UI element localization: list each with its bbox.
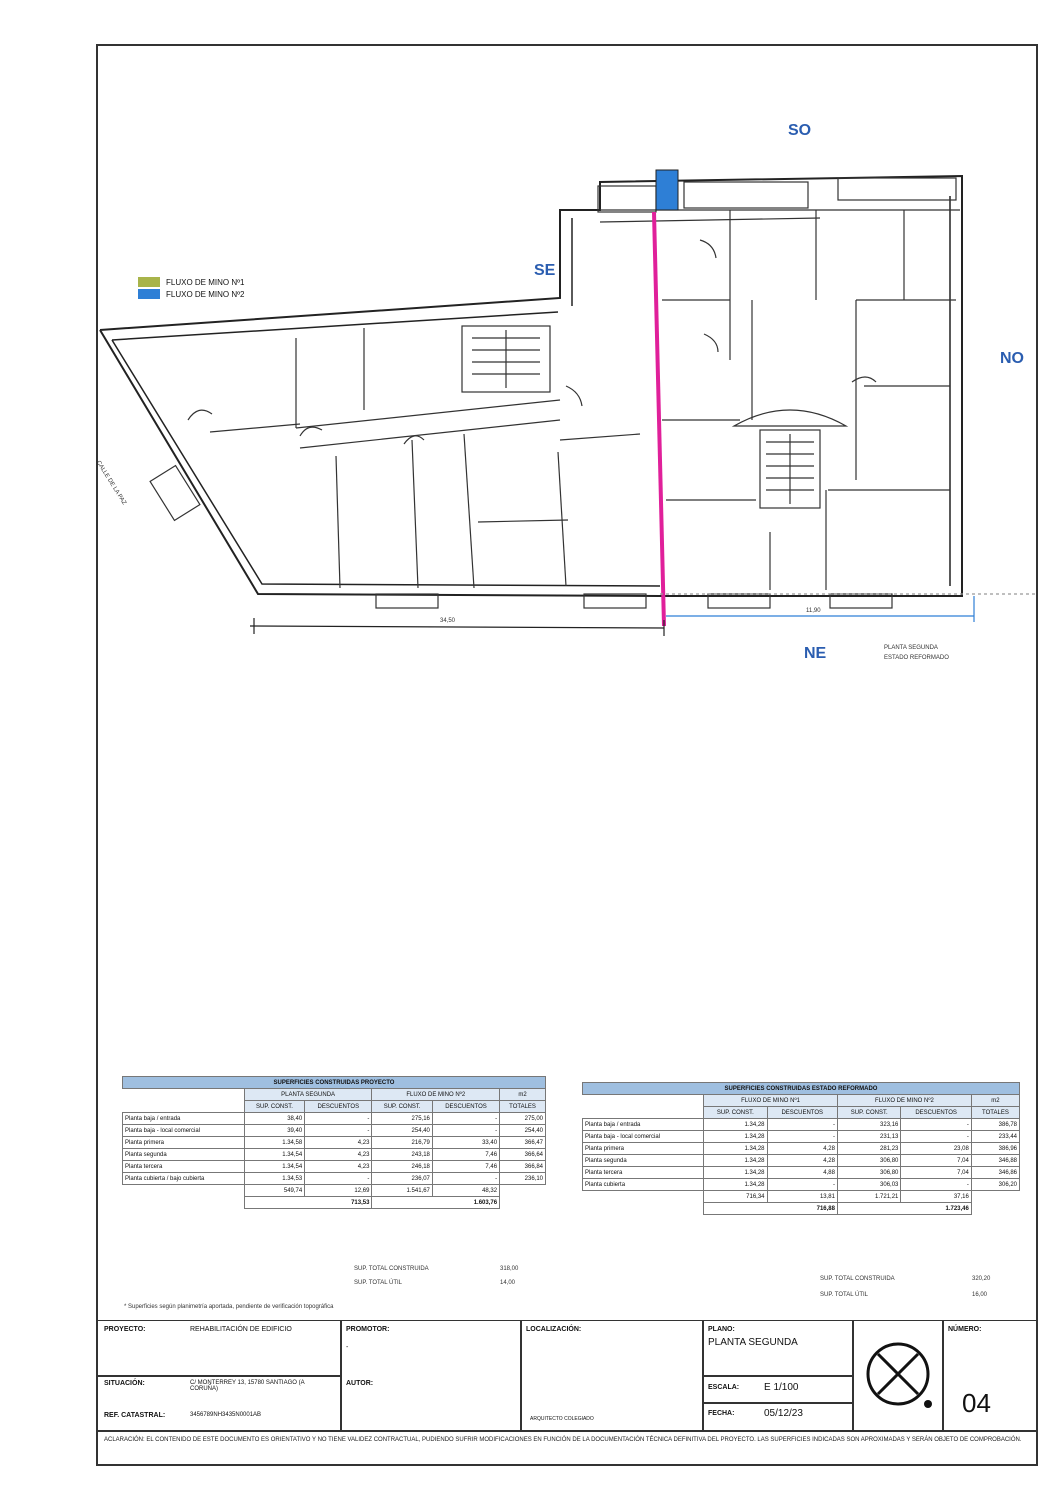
table-row [583,1155,1020,1167]
table-column-header: SUP. CONST. [837,1107,900,1119]
row-label: Planta cubierta [583,1179,704,1191]
table-cell: 1.34,28 [704,1131,767,1143]
table-cell: - [901,1119,971,1131]
tb-sheet-number: 04 [962,1388,991,1418]
table-row [583,1143,1020,1155]
table-row [123,1113,546,1125]
table-cell: 1.34,54 [244,1161,304,1173]
grand-total-cell: 1.603,76 [372,1197,500,1209]
row-label: Planta baja - local comercial [123,1125,245,1137]
totals-row [123,1185,546,1197]
left-summary-value-2: 14,00 [500,1280,516,1286]
table-cell: 366,64 [500,1149,546,1161]
total-cell: 1.541,67 [372,1185,432,1197]
total-cell: 48,32 [432,1185,499,1197]
table-cell: 306,80 [837,1167,900,1179]
table-cell: - [767,1179,837,1191]
table-cell: - [305,1173,372,1185]
table-group-header: m2 [500,1089,546,1101]
table-cell: 216,79 [372,1137,432,1149]
table-cell: - [767,1119,837,1131]
orientation-west: SE [534,262,556,279]
row-label: Planta baja / entrada [583,1119,704,1131]
table-column-header: SUP. CONST. [704,1107,767,1119]
plan-caption-2: ESTADO REFORMADO [884,655,949,661]
tb-promoter-value: - [346,1344,349,1351]
table-cell: 323,16 [837,1119,900,1131]
zone2-marker [656,170,678,210]
table-cell: 1.34,28 [704,1167,767,1179]
table-group-header: FLUXO DE MINO Nº2 [837,1095,971,1107]
table-cell: 23,08 [901,1143,971,1155]
table-row [123,1137,546,1149]
legend-label-zone1: FLUXO DE MINO Nº1 [166,277,245,287]
grand-total-cell: 713,53 [244,1197,372,1209]
table-cell: 38,40 [244,1113,304,1125]
legend-label-zone2: FLUXO DE MINO Nº2 [166,289,245,299]
table-cell: - [901,1131,971,1143]
table-column-header: DESCUENTOS [305,1101,372,1113]
table-column-header: SUP. CONST. [244,1101,304,1113]
total-cell: 1.721,21 [837,1191,900,1203]
table-cell: 236,10 [500,1173,546,1185]
table-column-header: TOTALES [500,1101,546,1113]
table-group-header: m2 [971,1095,1019,1107]
row-label: Planta tercera [583,1167,704,1179]
interior-walls [150,178,960,608]
total-cell: 13,81 [767,1191,837,1203]
table-cell: 4,28 [767,1143,837,1155]
table-cell: 275,00 [500,1113,546,1125]
table-row [123,1173,546,1185]
plan-caption-1: PLANTA SEGUNDA [884,645,938,651]
table-cell: 33,40 [432,1137,499,1149]
table-cell: 7,04 [901,1155,971,1167]
grand-total-row [583,1203,1020,1215]
table-cell: 4,28 [767,1155,837,1167]
table-title: SUPERFICIES CONSTRUIDAS PROYECTO [123,1077,546,1089]
table-cell: 254,40 [500,1125,546,1137]
table-cell: 1.34,28 [704,1143,767,1155]
surfaces-table-left [122,1076,546,1209]
table-cell: - [767,1131,837,1143]
table-cell: 366,47 [500,1137,546,1149]
table-cell: 366,84 [500,1161,546,1173]
tb-ref-label: REF. CATASTRAL: [104,1412,166,1419]
table-row [583,1167,1020,1179]
left-summary-label-2: SUP. TOTAL ÚTIL [354,1280,403,1286]
table-footnote: * Superficies según planimetría aportada, pendiente de verificación topográfica [124,1304,334,1310]
surfaces-table-right [582,1082,1020,1215]
orientation-east: NO [1000,350,1024,367]
table-group-header: FLUXO DE MINO Nº2 [372,1089,500,1101]
tb-ref-value: 3456789NH3435N0001AB [190,1412,262,1418]
legend-swatch-zone1 [138,277,160,287]
grand-total-row [123,1197,546,1209]
row-label: Planta segunda [123,1149,245,1161]
table-column-header: DESCUENTOS [767,1107,837,1119]
table-cell: 281,23 [837,1143,900,1155]
tb-author-label: AUTOR: [346,1380,374,1387]
table-column-header: TOTALES [971,1107,1019,1119]
right-summary-label-1: SUP. TOTAL CONSTRUIDA [820,1276,895,1282]
grand-total-cell: 716,88 [704,1203,838,1215]
building-outline [100,176,962,596]
tb-project-value: REHABILITACIÓN DE EDIFICIO [190,1326,292,1333]
table-cell: 1.34,28 [704,1119,767,1131]
total-cell: 12,69 [305,1185,372,1197]
tb-scale-value: E 1/100 [764,1382,799,1393]
tb-small-print: ARQUITECTO COLEGIADO [530,1416,594,1422]
table-cell: 39,40 [244,1125,304,1137]
row-label: Planta primera [123,1137,245,1149]
tb-situation-value: C/ MONTERREY 13, 15780 SANTIAGO (A CORUÑA) [190,1380,305,1392]
table-cell: 275,16 [372,1113,432,1125]
table-column-header: DESCUENTOS [432,1101,499,1113]
table-cell: - [432,1113,499,1125]
table-cell: 1.34,54 [244,1149,304,1161]
tb-date-value: 05/12/23 [764,1408,803,1419]
table-group-header: PLANTA SEGUNDA [244,1089,372,1101]
table-cell: 7,46 [432,1161,499,1173]
row-label: Planta primera [583,1143,704,1155]
table-cell: 386,96 [971,1143,1019,1155]
table-cell: 306,20 [971,1179,1019,1191]
tb-situation-label: SITUACIÓN: [104,1380,145,1387]
total-cell: 37,16 [901,1191,971,1203]
table-cell: 1.34,28 [704,1179,767,1191]
right-summary-label-2: SUP. TOTAL ÚTIL [820,1292,869,1298]
row-label: Planta tercera [123,1161,245,1173]
table-cell: - [901,1179,971,1191]
table-cell: 306,80 [837,1155,900,1167]
table-row [123,1161,546,1173]
table-cell: - [305,1113,372,1125]
left-summary-value-1: 318,00 [500,1266,519,1272]
orientation-south: NE [804,645,827,662]
table-cell: 346,88 [971,1155,1019,1167]
row-label: Planta baja - local comercial [583,1131,704,1143]
table-cell: 1.34,53 [244,1173,304,1185]
grand-total-cell: 1.723,46 [837,1203,971,1215]
table-cell: 254,40 [372,1125,432,1137]
left-summary-label-1: SUP. TOTAL CONSTRUIDA [354,1266,429,1272]
table-cell: - [305,1125,372,1137]
legend-item-zone2 [138,288,245,300]
table-cell: 4,23 [305,1137,372,1149]
right-summary-value-1: 320,20 [972,1276,991,1282]
tb-scale-label: ESCALA: [708,1384,740,1391]
legend-item-zone1 [138,276,245,288]
tb-plan-value: PLANTA SEGUNDA [708,1337,798,1348]
table-cell: 233,44 [971,1131,1019,1143]
orientation-top: SO [788,122,812,139]
table-title: SUPERFICIES CONSTRUIDAS ESTADO REFORMADO [583,1083,1020,1095]
table-row [583,1131,1020,1143]
tb-promoter-label: PROMOTOR: [346,1326,390,1333]
table-cell: 4,23 [305,1149,372,1161]
table-cell: 246,18 [372,1161,432,1173]
dimension-left-label: 34,50 [440,618,456,624]
table-cell: 7,46 [432,1149,499,1161]
table-cell: 231,13 [837,1131,900,1143]
tb-promoter-cell [340,1320,522,1432]
table-cell: 1.34,58 [244,1137,304,1149]
table-cell: 236,07 [372,1173,432,1185]
table-column-header: SUP. CONST. [372,1101,432,1113]
table-row [123,1125,546,1137]
table-cell: 346,86 [971,1167,1019,1179]
table-column-header: DESCUENTOS [901,1107,971,1119]
north-arrow-icon [860,1336,940,1416]
street-label: CALLE DE LA PAZ [94,460,127,507]
table-cell: 4,88 [767,1167,837,1179]
table-cell: - [432,1173,499,1185]
table-cell: 4,23 [305,1161,372,1173]
legend-swatch-zone2 [138,289,160,299]
row-label: Planta segunda [583,1155,704,1167]
row-label: Planta cubierta / bajo cubierta [123,1173,245,1185]
total-cell: 549,74 [244,1185,304,1197]
table-cell: 1.34,28 [704,1155,767,1167]
total-cell: 716,34 [704,1191,767,1203]
table-row [123,1149,546,1161]
tb-project-label: PROYECTO: [104,1326,146,1333]
row-label: Planta baja / entrada [123,1113,245,1125]
tb-disclaimer-note: ACLARACIÓN: EL CONTENIDO DE ESTE DOCUMENTO ES ORIENTATIVO Y NO TIENE VALIDEZ CONTRACTUAL, PUDIENDO SUFRIR MODIFICACIONES EN FUNCIÓN DE LA DOCUMENTACIÓN TÉCNICA DEFINITIVA DEL PROYECTO. LAS SUPERFICIES INDICADAS SON APROXIMADAS Y SERÁN OBJETO DE COMPROBACIÓN. [104,1437,1022,1443]
tb-plan-label: PLANO: [708,1326,735,1333]
table-row [583,1119,1020,1131]
totals-row [583,1191,1020,1203]
tb-date-label: FECHA: [708,1410,735,1417]
tb-sheet-label: NÚMERO: [948,1326,982,1333]
table-row [583,1179,1020,1191]
tb-location-label: LOCALIZACIÓN: [526,1326,582,1333]
dimension-right-label: 11,90 [806,608,821,614]
table-cell: - [432,1125,499,1137]
dimension-lines [250,594,1036,636]
floor-plan-drawing [0,0,1058,700]
right-summary-value-2: 16,00 [972,1292,988,1298]
table-group-header: FLUXO DE MINO Nº1 [704,1095,838,1107]
zone-divider-line [654,212,664,626]
table-cell: 7,04 [901,1167,971,1179]
table-cell: 386,78 [971,1119,1019,1131]
color-legend [138,276,245,300]
table-cell: 243,18 [372,1149,432,1161]
table-cell: 306,03 [837,1179,900,1191]
